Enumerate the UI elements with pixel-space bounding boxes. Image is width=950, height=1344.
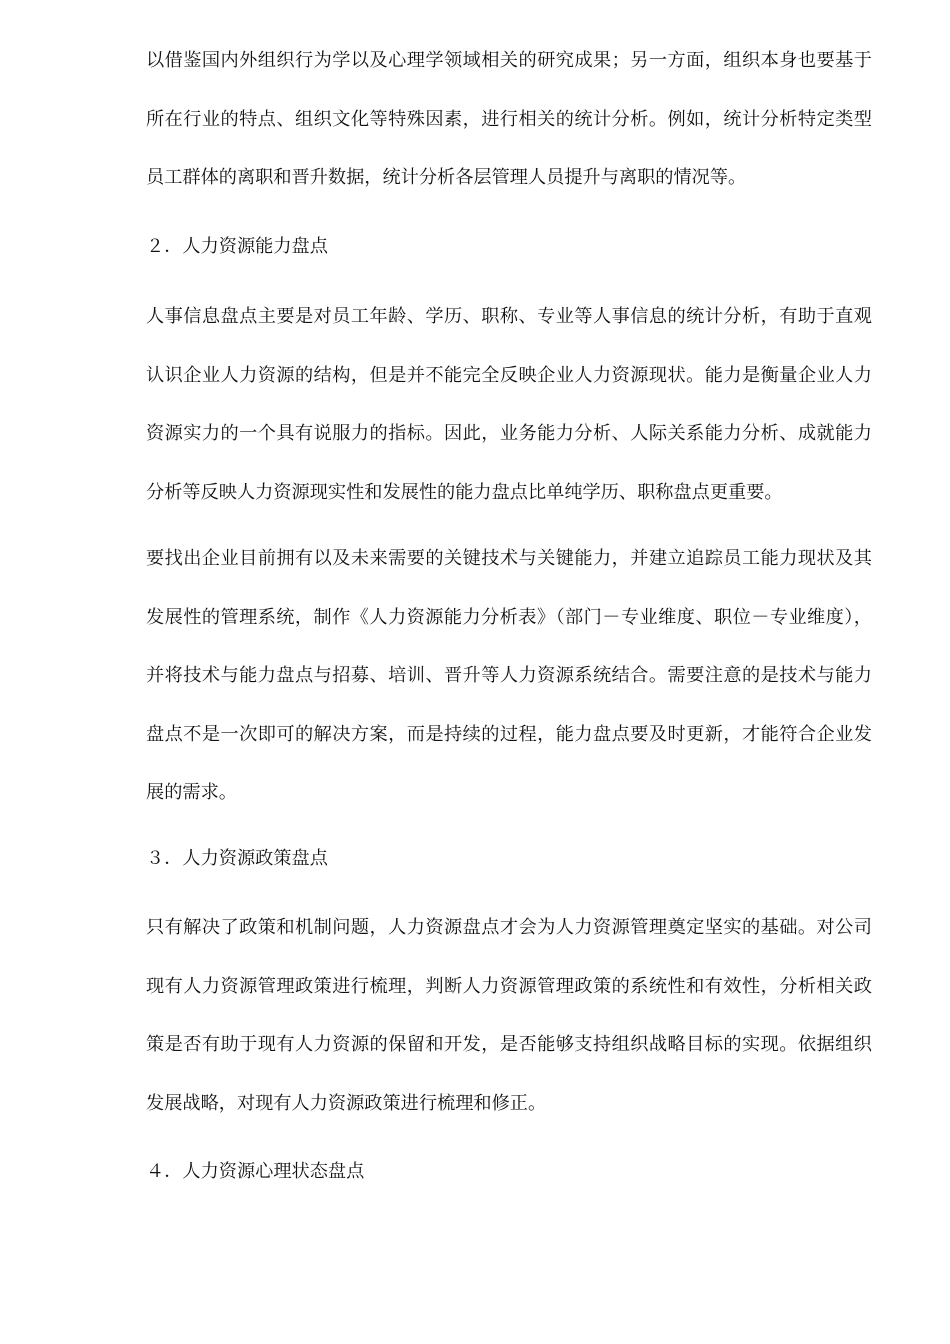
paragraph-intro-continuation: 以借鉴国内外组织行为学以及心理学领域相关的研究成果；另一方面，组织本身也要基于所在行业的特点、组织文化等特殊因素，进行相关的统计分析。例如，统计分析特定类型员工群体的离职和晋升数据，统计分析各层管理人员提升与离职的情况等。 bbox=[146, 50, 872, 188]
paragraph-policy-inventory: 只有解决了政策和机制问题，人力资源盘点才会为人力资源管理奠定坚实的基础。对公司现有人力资源管理政策进行梳理，判断人力资源管理政策的系统性和有效性，分析相关政策是否有助于现有人力资源的保留和开发，是否能够支持组织战略目标的实现。依据组织发展战略，对现有人力资源政策进行梳理和修正。 bbox=[146, 917, 872, 1114]
paragraph-capability-inventory: 人事信息盘点主要是对员工年龄、学历、职称、专业等人事信息的统计分析，有助于直观认识企业人力资源的结构，但是并不能完全反映企业人力资源现状。能力是衡量企业人力资源实力的一个具有说服力的指标。因此，业务能力分析、人际关系能力分析、成就能力分析等反映人力资源现实性和发展性的能力盘点比单纯学历、职称盘点更重要。 bbox=[146, 306, 872, 503]
paragraph-capability-system: 要找出企业目前拥有以及未来需要的关键技术与关键能力，并建立追踪员工能力现状及其发展性的管理系统，制作《人力资源能力分析表》（部门－专业维度、职位－专业维度），并将技术与能力盘点与招募、培训、晋升等人力资源系统结合。需要注意的是技术与能力盘点不是一次即可的解决方案，而是持续的过程，能力盘点要及时更新，才能符合企业发展的需求。 bbox=[146, 548, 872, 803]
section-heading-capability-inventory: ２．人力资源能力盘点 bbox=[146, 236, 328, 257]
section-heading-psychological-state-inventory: ４．人力资源心理状态盘点 bbox=[146, 1161, 365, 1182]
section-heading-policy-inventory: ３．人力资源政策盘点 bbox=[146, 848, 328, 869]
